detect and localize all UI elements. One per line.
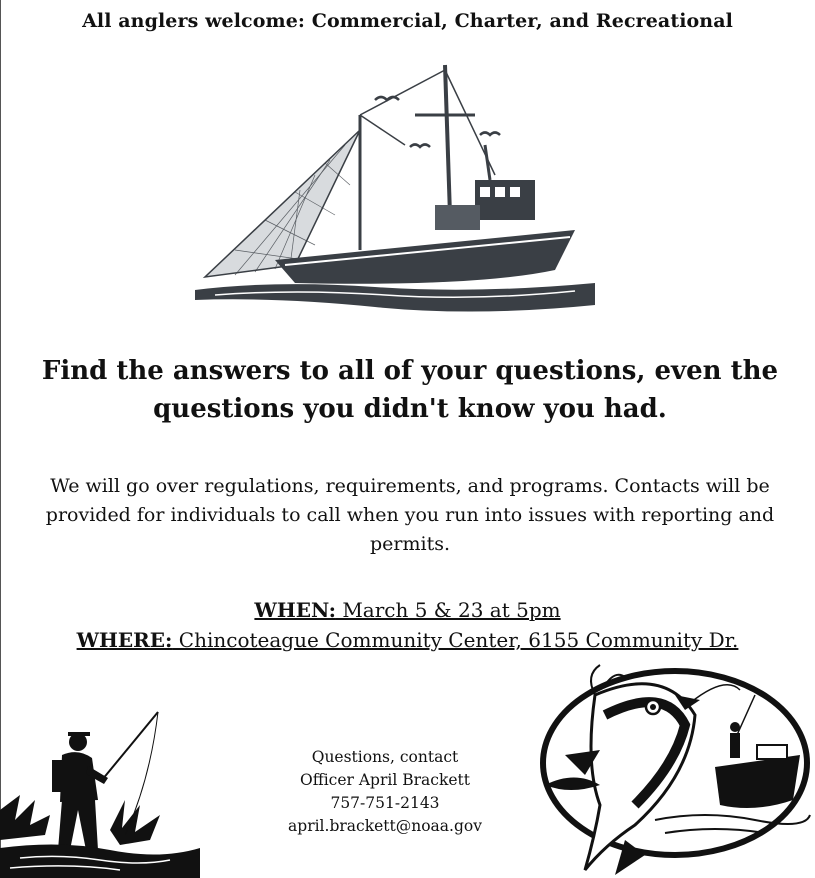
event-when [0,598,815,622]
description-line: permits. [369,533,450,555]
tagline: All anglers welcome: Commercial, Charter, and Recreational [82,10,733,32]
contact-phone: 757-751-2143 [330,794,440,812]
headline-line: questions you didn't know you had. [153,394,667,424]
where-value: Chincoteague Community Center, 6155 Community Dr. [172,628,739,652]
description-line: We will go over regulations, requirements, and programs. Contacts will be [50,475,770,497]
description [35,472,785,559]
when-value: March 5 & 23 at 5pm [335,598,561,622]
tuna-and-boat-illustration [525,655,815,878]
contact-heading: Questions, contact [311,748,459,766]
fishing-boat-illustration [175,55,595,325]
headline-line: Find the answers to all of your questions, even the [41,356,779,386]
event-where [0,628,815,652]
headline [40,352,780,428]
when-label: WHEN: [254,598,336,622]
description-line: provided for individuals to call when you run into issues with reporting and [45,504,775,526]
contact-email: april.brackett@noaa.gov [288,817,482,835]
where-label: WHERE: [76,628,173,652]
contact-name: Officer April Brackett [300,771,470,789]
contact-block [255,746,515,838]
angler-silhouette-illustration [0,700,200,878]
